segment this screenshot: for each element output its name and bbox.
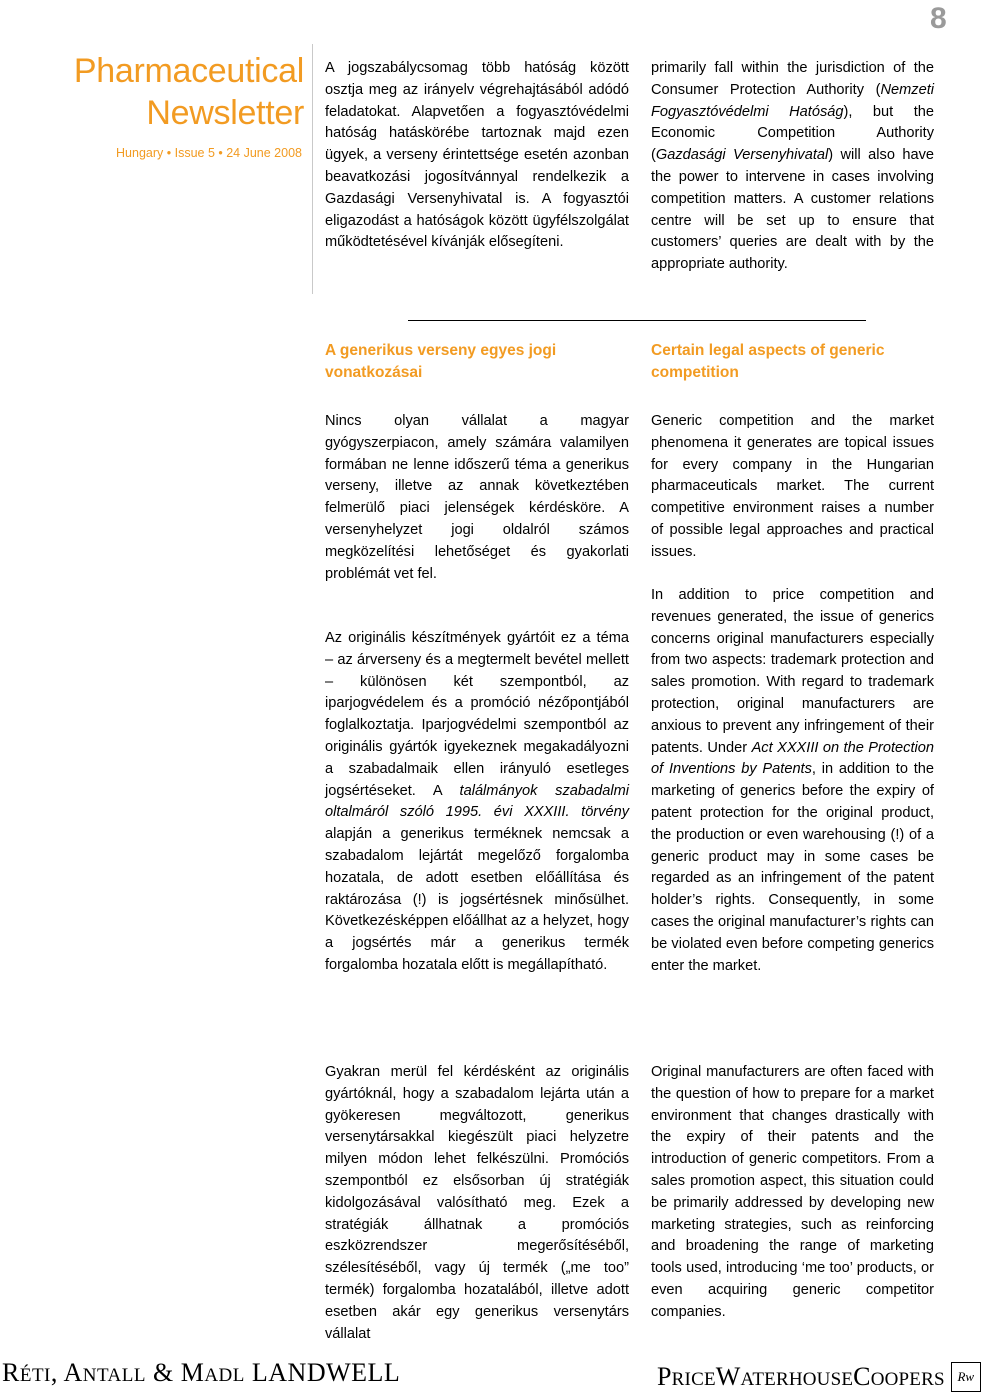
body-hu-p1 [325,411,629,585]
heading-hungarian: A generikus verseny egyes jogi vonatkozásai [325,342,557,381]
masthead [0,50,310,160]
intro-hungarian [325,58,629,254]
body-en-paragraph-2: In addition to price competition and revenues generated, the issue of generics concerns original manufacturers especially from two aspects: trademark protection and sales promotion. With regard to trademark protection, original manufacturers are anxious to prevent any infringement of their patents. Under Act XXXIII on the Protection of Inventions by Patents, in addition to the marketing of generics before the expiry of patent protection for the original product, the production or even warehousing (!) of a generic product may in some cases be regarded as an infringement of the patent holder’s rights. Consequently, in some cases the original manufacturer’s rights can be violated even before competing generics enter the market. [651,587,934,974]
reti-antall-madl-landwell-logo: RÉTI, ANTALL & MADL LANDWELL [2,1358,401,1387]
body-en-p3 [651,1062,934,1324]
heading-english: Certain legal aspects of generic competition [651,342,885,381]
pricewaterhousecoopers-logo: PRICEWATERHOUSECOOPERS Rw [657,1362,981,1392]
masthead-divider [312,44,313,294]
intro-en-paragraph: primarily fall within the jurisdiction of the Consumer Protection Authority (Nemzeti Fogyasztóvédelmi Hatóság), but the Economic Competition Authority (Gazdasági Versenyhivatal) will also have the power to intervene in cases involving competition matters. A customer relations centre will be set up to ensure that customers’ queries are dealt with by the appropriate authority. [651,60,934,273]
pwc-emblem-icon: Rw [951,1362,981,1392]
body-hu-paragraph-2: Az originális készítmények gyártóit ez a téma – az árverseny és a megtermelt bevétel mellett – különösen két szempontból, az iparjogvédelem és a promóció nézőpontjából foglalkoztatja. Iparjogvédelmi szempontból az originális gyártók igyekeznek megakadályozni a szabadalmaik ellen irányuló esetleges jogsértéseket. A találmányok szabadalmi oltalmáról szóló 1995. évi XXXIII. törvény alapján a generikus terméknek nemcsak a szabadalom lejártát megelőző forgalomba hozatala, de adott esetben előállítása és raktározása (!) is jogsértésnek minősülhet. Következésképpen előállhat az a helyzet, hogy a jogsértés már a generikus termék forgalomba hozatala előtt is megállapítható. [325,630,629,973]
body-en-p1 [651,411,934,564]
newsletter-title-line1: Pharmaceutical [73,52,304,90]
body-hu-p3 [325,1062,629,1345]
body-en-p2 [651,585,934,977]
body-hu-paragraph-3: Gyakran merül fel kérdésként az originális gyártóknál, hogy a szabadalom lejárta után a gyökeresen megváltozott, generikus versenytársakkal kiegészült piaci helyzetre milyen módon lehet felkészülni. Promóciós szempontból ez elsősorban új stratégiák kidolgozásával valósítható meg. Ezek a stratégiák állhatnak a promóciós eszközrendszer megerősítéséből, szélesítéséből, vagy új termék („me too” termék) forgalomba hozatalából, illetve adott esetben akár egy generikus versenytárs vállalat [325,1064,629,1342]
section-divider [408,320,866,321]
newsletter-title-line2: Newsletter [146,94,304,132]
intro-hu-paragraph: A jogszabálycsomag több hatóság között osztja meg az irányelv végrehajtásából adódó feladatokat. Alapvetően a fogyasztóvédelmi hatóság hatáskörébe tartoznak majd ezen ügyek, a verseny érintettsége esetén azonban beavatkozási jogosítvánnyal rendelkezik a Gazdasági Versenyhivatal is. A fogyasztói eligazodást a hatóságok között ügyfélszolgálat működtetésével kívánják elősegíteni. [325,60,629,251]
intro-english [651,58,934,276]
page-number: 8 [930,2,947,35]
body-en-paragraph-3: Original manufacturers are often faced with the question of how to prepare for a market environment that changes drastically with the expiry of their patents and the introduction of generic competitors. From a sales promotion aspect, this situation could be primarily addressed by developing new marketing strategies, such as reinforcing and broadening the range of marketing tools used, introducing ‘me too’ products, or even acquiring generic competitor companies. [651,1064,934,1320]
body-hu-p2 [325,628,629,977]
body-en-paragraph-1: Generic competition and the market phenomena it generates are topical issues for every company in the Hungarian pharmaceuticals market. The current competitive environment raises a number of possible legal approaches and practical issues. [651,413,934,560]
issue-line: Hungary • Issue 5 • 24 June 2008 [116,146,302,160]
body-hu-paragraph-1: Nincs olyan vállalat a magyar gyógyszerpiacon, amely számára valamilyen formában ne lenne időszerű téma a generikus verseny, illetve az annak következtében felmerülő piaci jelenségek kérdésköre. A versenyhelyzet jogi oldalról számos megközelítési lehetőséget és gyakorlati problémát vet fel. [325,413,629,582]
